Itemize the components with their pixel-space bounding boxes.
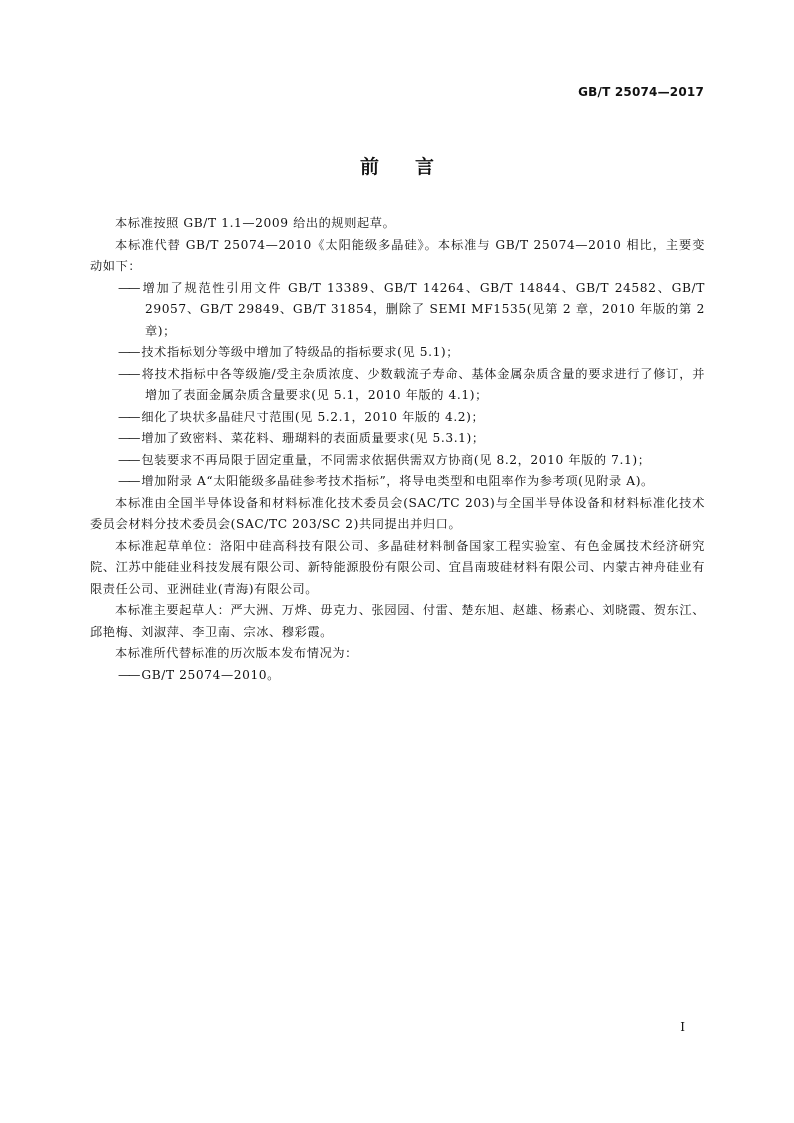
change-text: 细化了块状多晶硅尺寸范围(见 5.2.1，2010 年版的 4.2)； — [141, 409, 485, 424]
change-item — [90, 450, 705, 472]
change-list — [90, 278, 705, 493]
history-text: GB/T 25074—2010。 — [141, 667, 280, 682]
dash-marker: —— — [118, 345, 139, 359]
change-item — [90, 471, 705, 493]
dash-marker: —— — [118, 474, 139, 488]
change-item — [90, 407, 705, 429]
change-item — [90, 364, 705, 407]
dash-marker: —— — [118, 409, 139, 424]
change-item — [90, 278, 705, 343]
document-body — [90, 213, 705, 686]
change-text: 将技术指标中各等级施/受主杂质浓度、少数载流子寿命、基体金属杂质含量的要求进行了修订，并增加了表面金属杂质含量要求(见 5.1，2010 年版的 4.1)； — [141, 366, 705, 402]
body-paragraph: 本标准由全国半导体设备和材料标准化技术委员会(SAC/TC 203)与全国半导体设备和材料标准化技术委员会材料分技术委员会(SAC/TC 203/SC 2)共同提出并归口。 — [90, 495, 705, 531]
intro-paragraph: 本标准代替 GB/T 25074—2010《太阳能级多晶硅》。本标准与 GB/T 25074—2010 相比，主要变动如下： — [90, 237, 705, 273]
change-text: 包装要求不再局限于固定重量，不同需求依据供需双方协商(见 8.2，2010 年版的 7.1)； — [141, 452, 651, 467]
change-text: 增加了规范性引用文件 GB/T 13389、GB/T 14264、GB/T 14844、GB/T 24582、GB/T 29057、GB/T 29849、GB/T 31854，删除了 SEMI MF1535(见第 2 章，2010 年版的第 2 章)； — [141, 280, 705, 338]
standard-code: GB/T 25074—2017 — [578, 85, 704, 99]
dash-marker: —— — [118, 366, 139, 381]
dash-marker: —— — [118, 452, 139, 467]
change-text: 增加附录 A“太阳能级多晶硅参考技术指标”，将导电类型和电阻率作为参考项(见附录 A)。 — [141, 474, 654, 488]
body-paragraph: 本标准起草单位：洛阳中硅高科技有限公司、多晶硅材料制备国家工程实验室、有色金属技术经济研究院、江苏中能硅业科技发展有限公司、新特能源股份有限公司、宜昌南玻硅材料有限公司、内蒙古神舟硅业有限责任公司、亚洲硅业(青海)有限公司。 — [90, 538, 705, 596]
page-title: 前言 — [359, 156, 470, 178]
body-paragraph: 本标准所代替标准的历次版本发布情况为： — [115, 646, 358, 660]
change-item — [90, 428, 705, 450]
page-number: I — [680, 1020, 685, 1034]
body-paragraph: 本标准主要起草人：严大洲、万烨、毋克力、张园园、付雷、楚东旭、赵雄、杨素心、刘晓霞、贺东江、邱艳梅、刘淑萍、李卫南、宗冰、穆彩霞。 — [90, 603, 705, 639]
history-item — [90, 665, 705, 687]
dash-marker: —— — [118, 431, 139, 445]
change-text: 增加了致密料、菜花料、珊瑚料的表面质量要求(见 5.3.1)； — [141, 431, 485, 445]
change-item — [90, 342, 705, 364]
dash-marker: —— — [118, 280, 139, 295]
intro-paragraph: 本标准按照 GB/T 1.1—2009 给出的规则起草。 — [115, 216, 396, 230]
dash-marker: —— — [118, 667, 139, 682]
change-text: 技术指标划分等级中增加了特级品的指标要求(见 5.1)； — [141, 345, 460, 359]
